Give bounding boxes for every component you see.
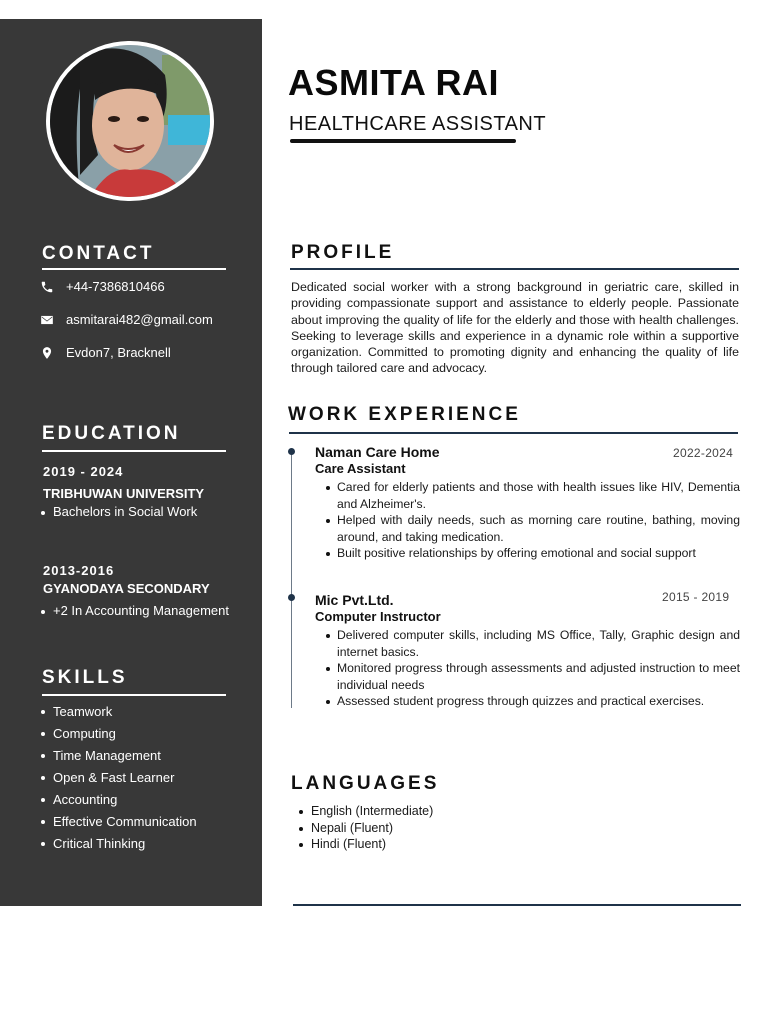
languages-list (311, 803, 433, 853)
education-detail: Bachelors in Social Work (53, 504, 198, 519)
profile-divider (290, 268, 739, 270)
location-pin-icon (40, 346, 54, 360)
profile-photo (46, 41, 214, 201)
skill-item: Effective Communication (53, 812, 197, 834)
profile-photo-illustration (50, 45, 210, 197)
experience-heading: WORK EXPERIENCE (288, 404, 521, 425)
contact-email-text: asmitarai482@gmail.com (66, 312, 213, 327)
job-bullet: Helped with daily needs, such as morning care routine, bathing, moving around, and taking medication. (337, 513, 740, 544)
contact-divider (42, 268, 226, 270)
job-bullets (337, 627, 740, 710)
job-company: Naman Care Home (315, 444, 440, 460)
profile-text: Dedicated social worker with a strong background in geriatric care, skilled in providing compassionate support and assistance to elderly people. Passionate about improving the quality of life for the elderly and those with health challenges. Seeking to leverage skills and experience in a dynamic role within a supportive organization. Committed to promoting dignity and enhancing the quality of life through tailored care and advocacy. (291, 280, 739, 376)
timeline-dot (288, 594, 295, 601)
skill-item: Accounting (53, 790, 197, 812)
education-detail: +2 In Accounting Management (53, 603, 229, 618)
contact-heading: CONTACT (42, 243, 155, 264)
language-item: English (Intermediate) (311, 804, 434, 818)
job-bullet: Assessed student progress through quizzes and practical exercises. (337, 693, 740, 710)
education-school: GYANODAYA SECONDARY (43, 581, 210, 596)
job-company: Mic Pvt.Ltd. (315, 592, 394, 608)
job-bullets (337, 479, 740, 562)
skill-item: Time Management (53, 746, 197, 768)
contact-email[interactable] (40, 312, 213, 327)
job-dates: 2015 - 2019 (662, 590, 730, 604)
job-title: HEALTHCARE ASSISTANT (289, 113, 547, 135)
skill-item: Teamwork (53, 702, 197, 724)
skill-item: Computing (53, 724, 197, 746)
job-bullet: Built positive relationships by offering emotional and social support (337, 545, 740, 562)
contact-phone[interactable] (40, 279, 165, 294)
job-bullet: Delivered computer skills, including MS Office, Tally, Graphic design and internet basics. (337, 628, 740, 659)
language-item: Nepali (Fluent) (311, 820, 433, 837)
contact-phone-text: +44-7386810466 (66, 279, 165, 294)
candidate-name: ASMITA RAI (288, 62, 499, 103)
contact-address-text: Evdon7, Bracknell (66, 345, 171, 360)
email-icon (40, 313, 54, 327)
education-divider (42, 450, 226, 452)
education-years: 2019 - 2024 (43, 464, 124, 479)
timeline-dot (288, 448, 295, 455)
languages-heading: LANGUAGES (291, 773, 440, 794)
contact-address (40, 345, 171, 360)
profile-heading: PROFILE (291, 242, 395, 263)
education-heading: EDUCATION (42, 423, 181, 444)
education-years: 2013-2016 (43, 563, 115, 578)
phone-icon (40, 280, 54, 294)
sidebar (0, 19, 262, 906)
skill-item: Critical Thinking (53, 834, 197, 856)
skill-item: Open & Fast Learner (53, 768, 197, 790)
job-bullet: Cared for elderly patients and those with health issues like HIV, Dementia and Alzheimer's. (337, 480, 740, 511)
job-role: Computer Instructor (315, 609, 441, 624)
language-item: Hindi (Fluent) (311, 836, 433, 853)
education-school: TRIBHUWAN UNIVERSITY (43, 486, 205, 501)
job-role: Care Assistant (315, 461, 406, 476)
experience-divider (289, 432, 738, 434)
skills-list (53, 702, 197, 856)
skills-heading: SKILLS (42, 667, 128, 688)
skills-divider (42, 694, 226, 696)
title-underline (290, 139, 516, 143)
job-dates: 2022-2024 (673, 446, 734, 460)
footer-divider (293, 904, 741, 906)
job-bullet: Monitored progress through assessments and adjusted instruction to meet individual needs (337, 661, 740, 692)
timeline-line (291, 452, 292, 708)
